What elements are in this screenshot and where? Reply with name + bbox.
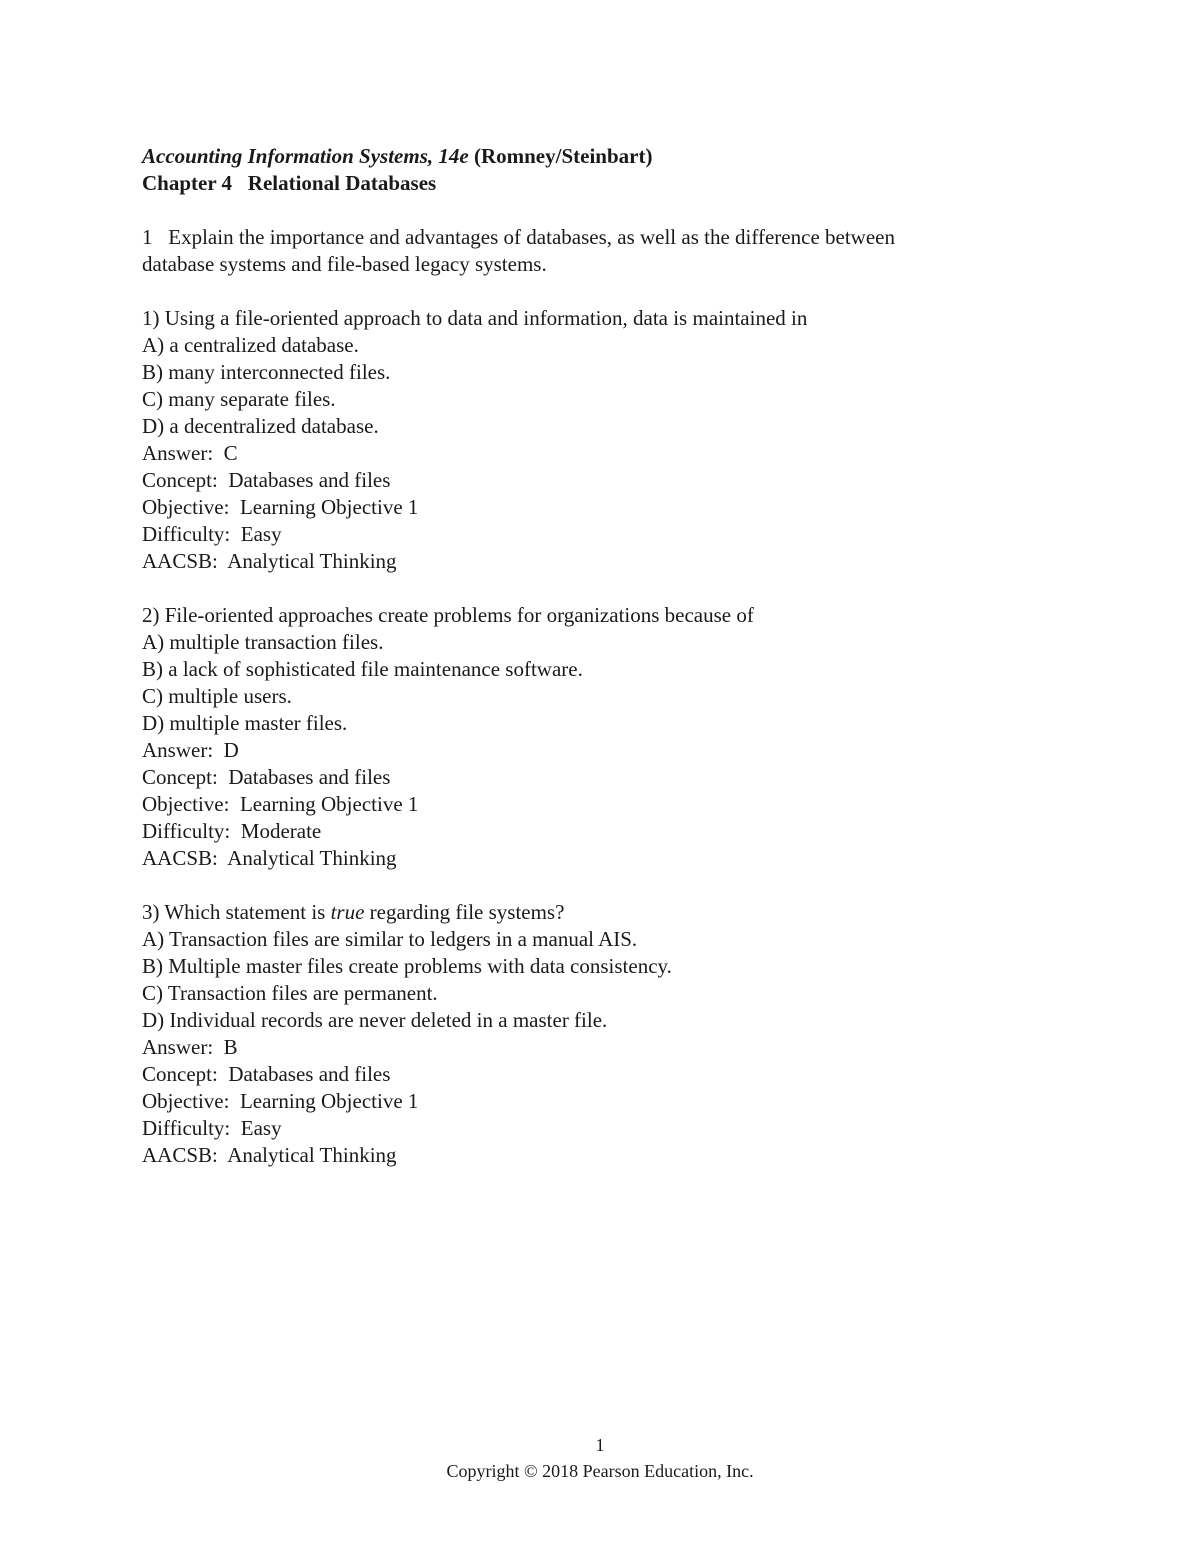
question-2 bbox=[142, 602, 1042, 872]
spacer bbox=[142, 575, 1042, 602]
stem-emphasis: true bbox=[330, 900, 365, 924]
question-stem bbox=[142, 305, 1042, 332]
objective-intro-line-2: database systems and file-based legacy systems. bbox=[142, 252, 547, 276]
book-title-line bbox=[142, 143, 1042, 170]
question-3 bbox=[142, 899, 1042, 1169]
option-b: B) many interconnected files. bbox=[142, 360, 391, 384]
stem-text: 3) Which statement is bbox=[142, 900, 331, 924]
stem-text: 2) File-oriented approaches create problems for organizations because of bbox=[142, 603, 754, 627]
concept: Concept: Databases and files bbox=[142, 1062, 391, 1086]
page-content bbox=[142, 143, 1042, 1169]
stem-text-after: regarding file systems? bbox=[364, 900, 565, 924]
difficulty: Difficulty: Moderate bbox=[142, 819, 322, 843]
concept: Concept: Databases and files bbox=[142, 765, 391, 789]
difficulty: Difficulty: Easy bbox=[142, 1116, 282, 1140]
option-c: C) Transaction files are permanent. bbox=[142, 981, 438, 1005]
aacsb: AACSB: Analytical Thinking bbox=[142, 846, 397, 870]
answer: Answer: C bbox=[142, 441, 238, 465]
option-d: D) a decentralized database. bbox=[142, 414, 379, 438]
objective-intro-line-1: 1 Explain the importance and advantages of databases, as well as the difference between bbox=[142, 225, 895, 249]
option-d: D) Individual records are never deleted in a master file. bbox=[142, 1008, 608, 1032]
difficulty: Difficulty: Easy bbox=[142, 522, 282, 546]
question-stem bbox=[142, 602, 1042, 629]
objective: Objective: Learning Objective 1 bbox=[142, 792, 419, 816]
option-a: A) Transaction files are similar to ledgers in a manual AIS. bbox=[142, 927, 638, 951]
question-1 bbox=[142, 305, 1042, 575]
question-stem bbox=[142, 899, 1042, 926]
aacsb: AACSB: Analytical Thinking bbox=[142, 1143, 397, 1167]
concept: Concept: Databases and files bbox=[142, 468, 391, 492]
copyright-notice: Copyright © 2018 Pearson Education, Inc. bbox=[446, 1461, 754, 1481]
option-a: A) multiple transaction files. bbox=[142, 630, 384, 654]
stem-text: 1) Using a file-oriented approach to data and information, data is maintained in bbox=[142, 306, 808, 330]
option-c: C) many separate files. bbox=[142, 387, 336, 411]
objective: Objective: Learning Objective 1 bbox=[142, 1089, 419, 1113]
objective: Objective: Learning Objective 1 bbox=[142, 495, 419, 519]
page-number: 1 bbox=[595, 1435, 605, 1455]
answer: Answer: D bbox=[142, 738, 239, 762]
answer: Answer: B bbox=[142, 1035, 238, 1059]
option-b: B) Multiple master files create problems with data consistency. bbox=[142, 954, 672, 978]
option-d: D) multiple master files. bbox=[142, 711, 348, 735]
aacsb: AACSB: Analytical Thinking bbox=[142, 549, 397, 573]
spacer bbox=[142, 197, 1042, 224]
book-title: Accounting Information Systems, 14e bbox=[142, 144, 469, 168]
spacer bbox=[142, 278, 1042, 305]
spacer bbox=[142, 872, 1042, 899]
book-authors: (Romney/Steinbart) bbox=[468, 144, 653, 168]
page-footer bbox=[0, 1432, 1200, 1484]
option-c: C) multiple users. bbox=[142, 684, 292, 708]
option-b: B) a lack of sophisticated file maintenance software. bbox=[142, 657, 583, 681]
chapter-heading: Chapter 4 Relational Databases bbox=[142, 171, 437, 195]
learning-objective-intro bbox=[142, 224, 1042, 278]
option-a: A) a centralized database. bbox=[142, 333, 359, 357]
